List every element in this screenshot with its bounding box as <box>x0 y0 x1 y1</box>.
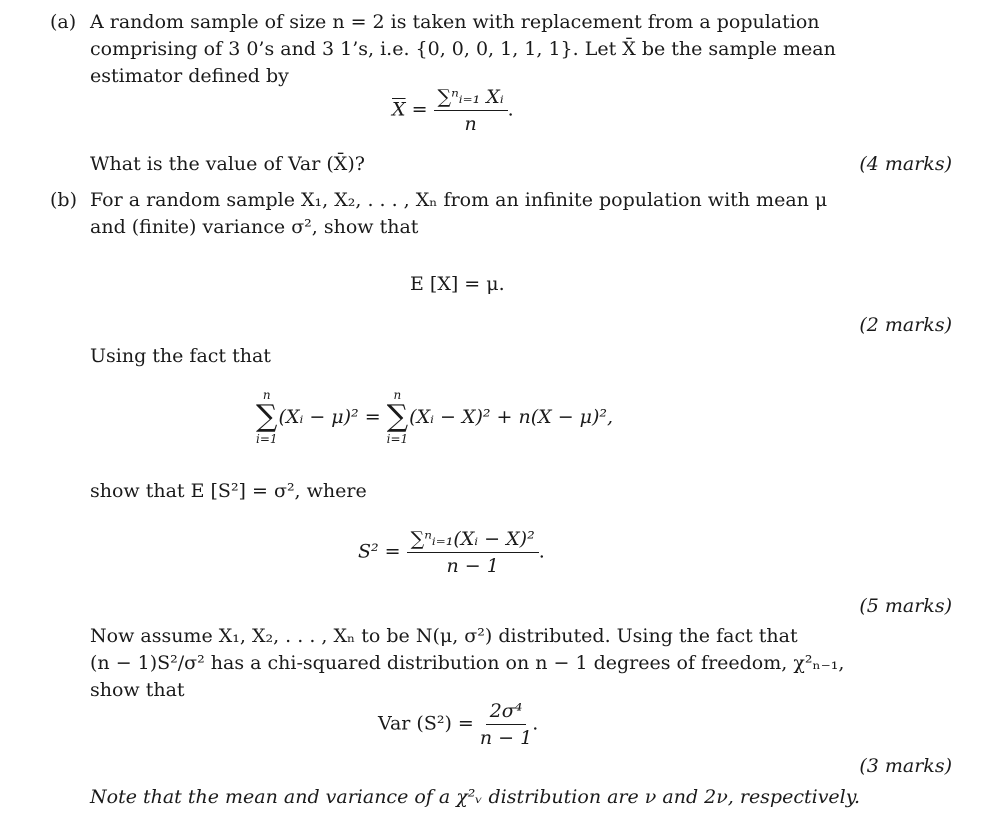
part-b-marks-3: (3 marks) <box>859 755 952 777</box>
using-fact-text: Using the fact that <box>90 345 271 367</box>
show-s2-text: show that E [S²] = σ², where <box>90 480 367 502</box>
assume-line-2: (n − 1)S²/σ² has a chi-squared distribution on n − 1 degrees of freedom, χ²ₙ₋₁, <box>90 652 845 674</box>
assume-line-1: Now assume X₁, X₂, . . . , Xₙ to be N(μ, σ²) distributed. Using the fact that <box>90 625 798 647</box>
part-a-marks: (4 marks) <box>859 153 952 175</box>
variance-numerator: 2σ⁴ <box>486 700 527 725</box>
variance-fraction <box>480 700 532 749</box>
variance-denominator: n − 1 <box>479 727 533 749</box>
xbar-fraction <box>434 86 508 135</box>
right-sum-lower: i=1 <box>386 432 409 446</box>
part-b-line-2: and (finite) variance σ², show that <box>90 216 419 238</box>
xbar-definition-equation: $\overline{X}$ = $\frac{\text{∑ⁿᵢ₌₁ Xᵢ}}{n}$ . <box>392 86 514 135</box>
s2-denominator: n − 1 <box>446 555 499 577</box>
part-a-label: (a) <box>50 11 77 33</box>
part-a-question: What is the value of Var (X̄)? <box>90 153 365 175</box>
xbar-numerator: ∑ⁿᵢ₌₁ Xᵢ <box>434 86 508 111</box>
s2-lhs: S² = <box>358 540 401 563</box>
left-sum <box>256 388 278 446</box>
s2-definition-equation: S² = $\frac{\text{∑ⁿᵢ₌₁(Xᵢ − X)²}}{n - 1}$ . <box>358 528 545 577</box>
identity-right-term: (Xᵢ − X)² + n(X − μ)², <box>409 406 614 428</box>
sum-identity-equation <box>256 388 613 446</box>
identity-left-term: (Xᵢ − μ)² = <box>278 406 381 428</box>
right-sum <box>387 388 409 446</box>
part-b-line-1: For a random sample X₁, X₂, . . . , Xₙ from an infinite population with mean μ <box>90 189 828 211</box>
sigma-icon: ∑ <box>386 399 409 434</box>
part-b-label: (b) <box>50 189 77 211</box>
variance-equation: Var (S²) = $\frac{\text{2σ⁴}}{n - 1}$ . <box>378 700 539 749</box>
part-a-line-2: comprising of 3 0’s and 3 1’s, i.e. {0, 0, 0, 1, 1, 1}. Let X̄ be the sample mean <box>90 38 836 60</box>
part-a-line-1: A random sample of size n = 2 is taken with replacement from a population <box>90 11 820 33</box>
part-a-line-3: estimator defined by <box>90 65 289 87</box>
xbar-period: . <box>507 98 514 121</box>
xbar-symbol: $\overline{X}$ <box>392 98 406 121</box>
part-b-marks-1: (2 marks) <box>859 314 952 336</box>
right-sum-upper: n <box>393 388 402 402</box>
chi-squared-note: Note that the mean and variance of a χ²ᵥ distribution are ν and 2ν, respectively. <box>90 786 861 808</box>
s2-fraction <box>407 528 539 577</box>
part-b-marks-2: (5 marks) <box>859 595 952 617</box>
left-sum-upper: n <box>262 388 271 402</box>
left-sum-lower: i=1 <box>256 432 278 446</box>
s2-numerator: ∑ⁿᵢ₌₁(Xᵢ − X)² <box>407 528 539 553</box>
xbar-denominator: n <box>464 113 477 135</box>
sigma-icon: ∑ <box>256 399 278 434</box>
variance-lhs: Var (S²) = <box>378 712 474 735</box>
assume-line-3: show that <box>90 679 185 701</box>
expectation-equation: E [X] = μ. <box>410 273 505 295</box>
